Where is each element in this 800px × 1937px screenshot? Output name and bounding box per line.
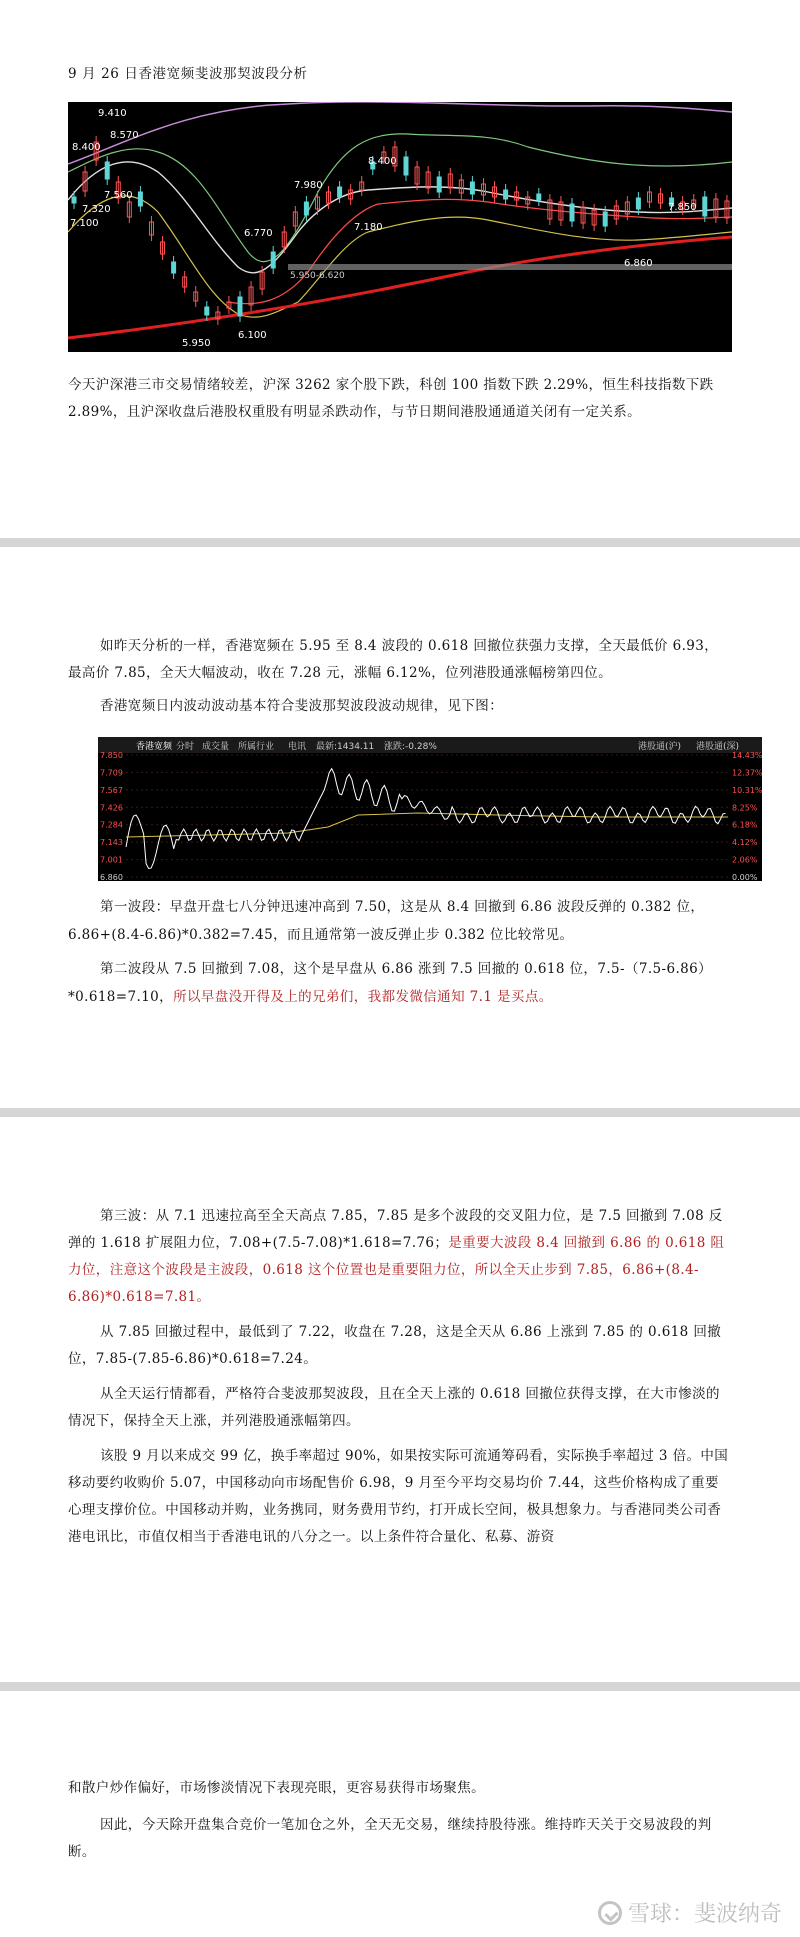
left-tick-label: 7.001	[100, 855, 123, 865]
chart-label: 5.950	[182, 338, 211, 349]
paragraph: 从全天运行情都看，严格符合斐波那契波段，且在全天上涨的 0.618 回撤位获得支撑，在大市惨淡的情况下，保持全天上涨，并列港股通涨幅第四。	[68, 1386, 720, 1429]
chart-label: 6.770	[244, 228, 273, 239]
chart-header-tab: 分时	[176, 742, 195, 752]
boll-lower-line	[68, 196, 732, 317]
paragraph: 从 7.85 回撤过程中，最低到了 7.22，收盘在 7.28，这是全天从 6.86 上涨到 7.85 的 0.618 回撤位，7.85-(7.85-6.86)*0.618=7.24。	[68, 1324, 722, 1367]
ma-line-red-short	[228, 199, 732, 303]
price-line	[126, 769, 726, 869]
candle-body	[72, 197, 76, 203]
wave2-text: 第二波段从 7.5 回撤到 7.08，这个是早盘从 6.86 涨到 7.5 回撤的 0.618 位，7.5-（7.5-6.86）*0.618=7.10，	[68, 961, 713, 1005]
candle-body	[470, 182, 474, 194]
chart-label: 9.410	[98, 108, 127, 119]
chart-label: 8.400	[72, 142, 101, 153]
right-tick-label: 0.00%	[732, 873, 758, 881]
chart-label: 7.180	[354, 222, 383, 233]
candle-body	[703, 197, 707, 216]
chart-label: 6.100	[238, 330, 267, 341]
chart-label: 7.100	[70, 218, 99, 229]
left-tick-label: 6.860	[100, 873, 123, 881]
ma-line-red-long	[68, 237, 732, 338]
chart-label: 8.400	[368, 156, 397, 167]
candle-body	[437, 177, 441, 192]
chart-header-name: 香港宽频	[136, 742, 173, 752]
page-title: 9 月 26 日香港宽频斐波那契波段分析	[68, 66, 308, 82]
intraday-ticks	[100, 751, 762, 881]
right-tick-label: 6.18%	[732, 820, 758, 830]
watermark-text: 雪球：斐波纳奇	[627, 1902, 782, 1927]
candle-body	[603, 212, 607, 226]
xueqiu-logo-icon	[598, 1901, 622, 1925]
chart-label: 7.850	[668, 202, 697, 213]
candlestick-chart	[68, 102, 732, 352]
candle-body	[205, 307, 209, 315]
candle-body	[504, 190, 508, 199]
ma-line-white	[68, 162, 732, 273]
left-tick-label: 7.709	[100, 768, 123, 778]
paragraph: 和散户炒作偏好，市场惨淡情况下表现亮眼，更容易获得市场聚焦。	[68, 1780, 485, 1796]
right-tick-label: 10.31%	[732, 785, 762, 795]
wave3-paragraph	[68, 1203, 732, 1311]
page-section-3	[0, 1117, 800, 1682]
paragraph: 香港宽频日内波动波动基本符合斐波那契波段波动规律，见下图：	[100, 698, 504, 714]
paragraph: 如昨天分析的一样，香港宽频在 5.95 至 8.4 波段的 0.618 回撤位获强力支撑，全天最低价 6.93，最高价 7.85，全天大幅波动，收在 7.28 元，涨幅 6.12%，位列港股通涨幅榜第四位。	[68, 638, 719, 681]
chart-header-tab: 成交量	[202, 742, 230, 752]
candlestick-chart-svg	[68, 102, 732, 352]
chart-header-right: 港股通(深)	[696, 742, 740, 752]
chart-label: 7.560	[104, 190, 133, 201]
right-tick-label: 12.37%	[732, 768, 762, 778]
intraday-chart-svg	[98, 737, 762, 881]
paragraph: 该股 9 月以来成交 99 亿，换手率超过 90%，如果按实际可流通筹码看，实际换手率超过 3 倍。中国移动要约收购价 5.07，中国移动向市场配售价 6.98，9 月至今平均交易均价 7.44，这些价格构成了重要心理支撑价位。中国移动并购，业务携同，财务费用节约，打开成长空间，极具想象力。与香港同类公司香港电讯比，市值仅相当于香港电讯的八分之一。以上条件符合量化、私募、游资	[68, 1448, 729, 1545]
left-tick-label: 7.850	[100, 751, 123, 760]
left-tick-label: 7.143	[100, 838, 123, 848]
candle-body	[238, 297, 242, 316]
wave3-highlight: 是重要大波段 8.4 回撤到 6.86 的 0.618 阻力位，注意这个波段是主波段，0.618 这个位置也是重要阻力位，所以全天止步到 7.85，6.86+(8.4-6.86)*0.618=7.81。	[68, 1235, 725, 1305]
watermark	[598, 1897, 782, 1928]
page-section-1	[0, 0, 800, 541]
candle-body	[105, 162, 109, 179]
candle-body	[271, 252, 275, 268]
wave1-paragraph: 第一波段：早盘开盘七八分钟迅速冲高到 7.50，这是从 8.4 回撤到 6.86 波段反弹的 0.382 位，6.86+(8.4-6.86)*0.382=7.45，而且通常第一波反弹止步 0.382 位比较常见。	[68, 899, 705, 943]
candle-body	[304, 202, 308, 215]
candle-body	[404, 157, 408, 175]
chart-label: 7.320	[82, 204, 111, 215]
page-separator	[0, 1682, 800, 1691]
chart-header-latest: 最新:1434.11	[316, 742, 375, 752]
ma-line-purple	[68, 102, 732, 164]
candle-body	[537, 194, 541, 200]
chart-header-tab: 所属行业	[238, 742, 275, 752]
chart-label: 8.570	[110, 130, 139, 141]
page-separator	[0, 1108, 800, 1117]
paragraph: 因此，今天除开盘集合竞价一笔加仓之外，全天无交易，继续持股待涨。维持昨天关于交易波段的判断。	[68, 1817, 712, 1860]
candle-body	[636, 198, 640, 209]
candle-body	[570, 204, 574, 221]
chart-header-change: 涨跌:-0.28%	[384, 742, 437, 752]
right-tick-label: 8.25%	[732, 803, 758, 813]
right-tick-label: 14.43%	[732, 751, 762, 760]
candle-body	[338, 187, 342, 197]
chart-label: 5.950-6.620	[290, 271, 345, 281]
paragraph: 今天沪深港三市交易情绪较差，沪深 3262 家个股下跌，科创 100 指数下跌 2.29%，恒生科技指数下跌 2.89%，且沪深收盘后港股权重股有明显杀跌动作，与节日期间港股通通道关闭有一定关系。	[68, 377, 714, 420]
page-separator	[0, 538, 800, 547]
intraday-grid	[126, 755, 728, 877]
wave3-text: 第三波：从 7.1 迅速拉高至全天高点 7.85，7.85 是多个波段的交叉阻力位，是 7.5 回撤到 7.08 反弹的 1.618 扩展阻力位，7.08+(7.5-7.08)*1.618=7.76；	[68, 1208, 723, 1251]
candle-body	[138, 192, 142, 206]
support-band	[288, 264, 732, 270]
left-tick-label: 7.284	[100, 820, 123, 830]
intraday-chart	[98, 737, 762, 881]
wave2-highlight: 所以早盘没开得及上的兄弟们，我都发微信通知 7.1 是买点。	[173, 989, 553, 1005]
chart-header-tab: 电讯	[288, 742, 307, 752]
right-tick-label: 4.12%	[732, 838, 758, 848]
wave2-paragraph	[68, 955, 732, 1011]
right-tick-label: 2.06%	[732, 855, 758, 865]
candle-body	[172, 262, 176, 273]
chart-label: 7.980	[294, 180, 323, 191]
chart-label: 6.860	[624, 258, 653, 269]
chart-header-right: 港股通(沪)	[638, 742, 682, 752]
left-tick-label: 7.567	[100, 785, 123, 795]
left-tick-label: 7.426	[100, 803, 123, 813]
boll-upper-line	[68, 134, 732, 262]
